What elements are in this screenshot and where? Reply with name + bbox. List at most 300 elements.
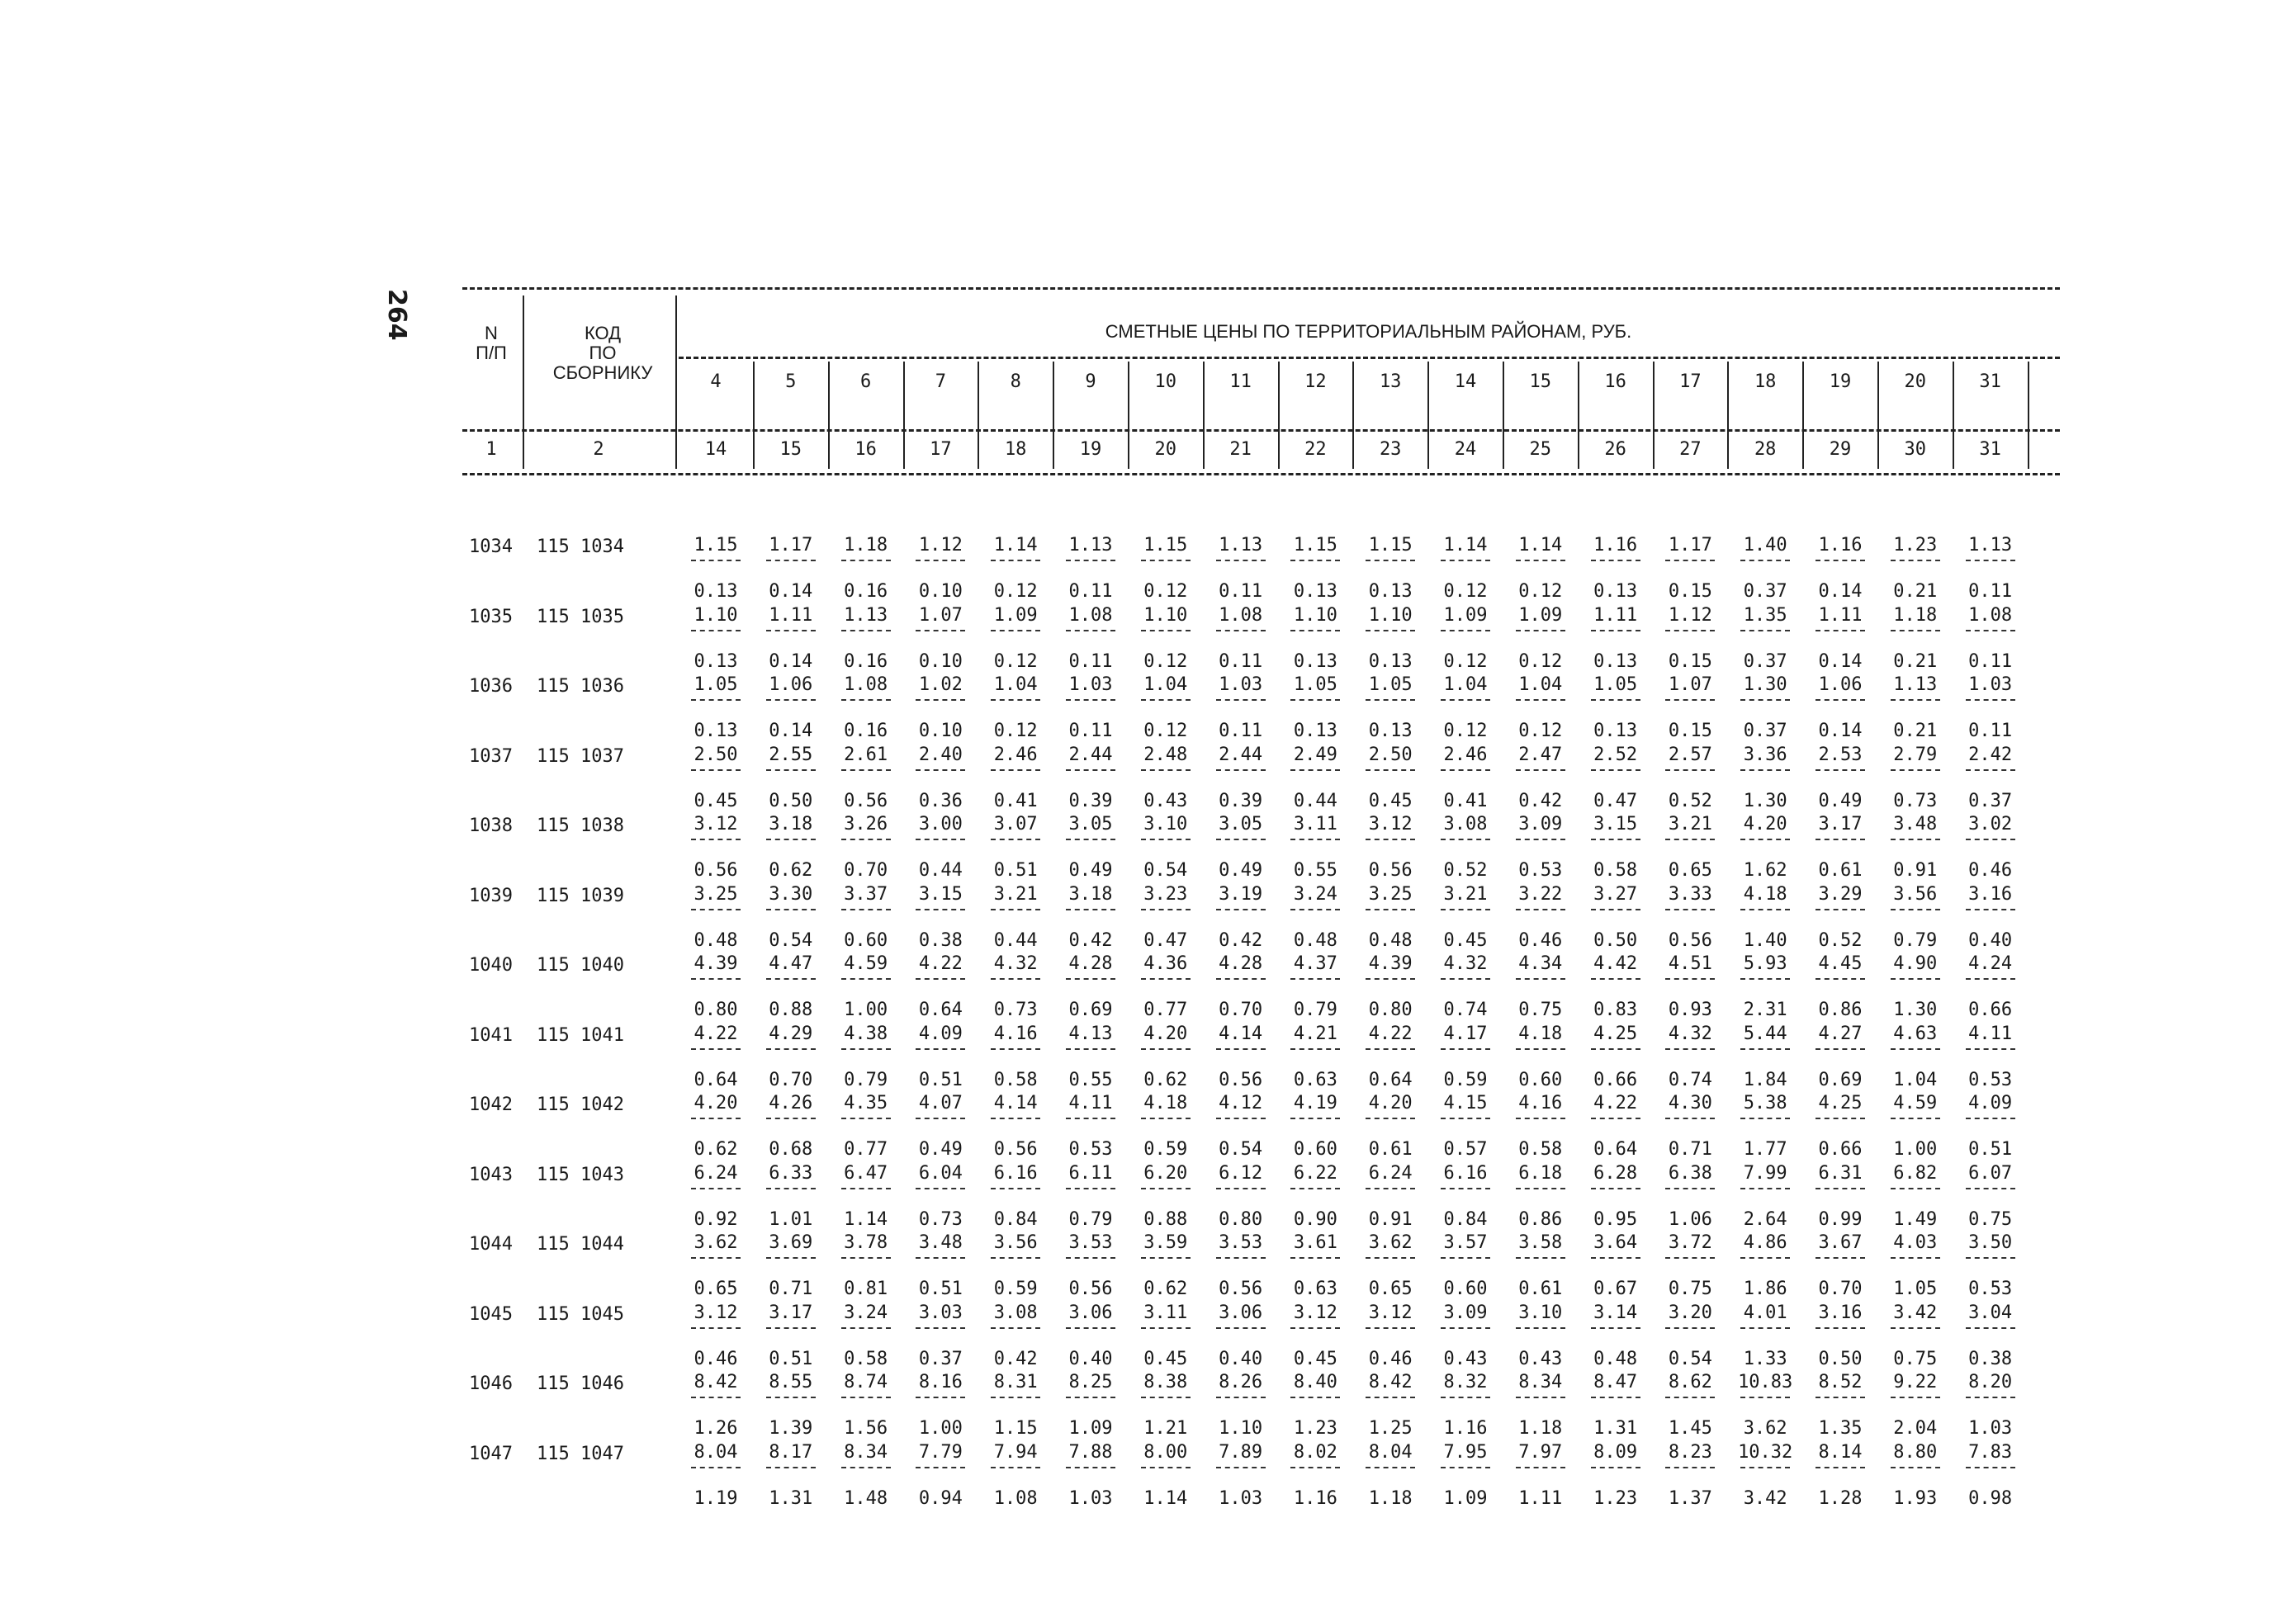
price-value: 6.31 — [1818, 1162, 1863, 1184]
price-value: 4.12 — [1219, 1093, 1263, 1113]
price-value-lower: 1.26 — [694, 1418, 738, 1439]
fraction-line — [1066, 630, 1115, 631]
price-value: 1.07 — [1668, 674, 1712, 695]
price-value-lower: 0.14 — [769, 721, 813, 741]
price-value: 3.12 — [694, 814, 738, 834]
fraction-line — [1066, 839, 1115, 840]
price-value-lower: 0.60 — [1443, 1279, 1488, 1299]
price-value: 3.12 — [1293, 1302, 1337, 1323]
price-value-lower: 0.79 — [1293, 1000, 1337, 1020]
fraction-line — [691, 1118, 741, 1119]
price-value-lower: 0.54 — [1668, 1348, 1712, 1369]
column-number: 16 — [854, 439, 877, 460]
fraction-line — [991, 630, 1040, 631]
price-value-lower: 0.46 — [694, 1348, 738, 1369]
price-value: 4.22 — [918, 953, 963, 974]
fraction-line — [1290, 769, 1340, 771]
fraction-line — [1066, 1397, 1115, 1398]
fraction-line — [766, 699, 816, 701]
fraction-line — [1966, 769, 2015, 771]
price-value: 4.26 — [769, 1093, 813, 1113]
price-value: 3.59 — [1143, 1232, 1188, 1253]
price-value-lower: 1.03 — [1219, 1487, 1263, 1509]
price-value: 1.15 — [1368, 535, 1413, 556]
price-value-lower: 1.86 — [1743, 1279, 1787, 1299]
price-value-lower: 1.00 — [1893, 1139, 1938, 1160]
fraction-line — [1066, 1467, 1115, 1468]
column-number: 24 — [1454, 439, 1477, 460]
price-value: 1.13 — [844, 604, 888, 626]
price-value: 4.38 — [844, 1023, 888, 1044]
price-value-lower: 0.50 — [1818, 1348, 1863, 1369]
district-number: 14 — [1454, 371, 1477, 392]
fraction-line — [916, 1327, 965, 1329]
price-value-lower: 1.09 — [1443, 1487, 1488, 1509]
fraction-line — [1066, 909, 1115, 910]
fraction-line — [1290, 1257, 1340, 1259]
column-number: 1 — [485, 439, 497, 460]
price-value-lower: 0.77 — [844, 1139, 888, 1160]
fraction-line — [1066, 699, 1115, 701]
price-value: 8.17 — [769, 1441, 813, 1463]
fraction-line — [1141, 560, 1191, 561]
fraction-line — [1216, 909, 1266, 910]
fraction-line — [1516, 839, 1565, 840]
price-value-lower: 0.51 — [769, 1348, 813, 1369]
fraction-line — [1141, 839, 1191, 840]
district-number: 12 — [1304, 371, 1327, 392]
price-value: 3.21 — [1443, 883, 1488, 905]
fraction-line — [1740, 630, 1790, 631]
fraction-line — [991, 1188, 1040, 1189]
fraction-line — [691, 1467, 741, 1468]
column-number: 27 — [1679, 439, 1702, 460]
fraction-line — [1516, 909, 1565, 910]
price-value-lower: 0.45 — [694, 790, 738, 811]
price-value-lower: 0.37 — [1743, 581, 1787, 602]
fraction-line — [916, 909, 965, 910]
column-number: 30 — [1904, 439, 1927, 460]
fraction-line — [1740, 1397, 1790, 1398]
fraction-line — [1216, 769, 1266, 771]
price-value: 1.17 — [769, 535, 813, 556]
price-value: 4.09 — [918, 1023, 963, 1044]
price-value: 6.33 — [769, 1162, 813, 1184]
price-value: 3.67 — [1818, 1232, 1863, 1253]
price-value: 4.36 — [1143, 953, 1188, 974]
fraction-line — [1740, 978, 1790, 980]
price-value-lower: 1.04 — [1893, 1069, 1938, 1090]
price-value-lower: 0.79 — [1893, 929, 1938, 951]
price-value-lower: 2.31 — [1743, 1000, 1787, 1020]
price-value-lower: 0.40 — [1219, 1348, 1263, 1369]
fraction-line — [916, 1118, 965, 1119]
price-value-lower: 0.11 — [1968, 581, 2013, 602]
fraction-line — [1366, 1327, 1415, 1329]
fraction-line — [916, 1257, 965, 1259]
price-value-lower: 0.42 — [1518, 790, 1563, 811]
fraction-line — [1141, 1048, 1191, 1050]
price-value: 2.44 — [1219, 744, 1263, 765]
price-value: 1.15 — [694, 535, 738, 556]
price-value-lower: 0.56 — [1668, 929, 1712, 951]
fraction-line — [1966, 978, 2015, 980]
price-value-lower: 0.64 — [1593, 1139, 1638, 1160]
price-value-lower: 0.71 — [769, 1279, 813, 1299]
price-value-lower: 0.38 — [1968, 1348, 2013, 1369]
row-number: 1034 — [469, 537, 513, 557]
price-value-lower: 0.44 — [918, 860, 963, 881]
fraction-line — [1966, 909, 2015, 910]
price-value: 3.23 — [1143, 883, 1188, 905]
fraction-line — [1216, 1327, 1266, 1329]
fraction-line — [916, 769, 965, 771]
fraction-line — [1966, 1188, 2015, 1189]
price-value-lower: 1.40 — [1743, 929, 1787, 951]
district-number: 6 — [859, 371, 872, 392]
price-value: 2.46 — [1443, 744, 1488, 765]
col-n-header: N П/П — [476, 323, 507, 363]
price-value-lower: 0.16 — [844, 721, 888, 741]
price-value: 4.45 — [1818, 953, 1863, 974]
price-value-lower: 0.49 — [1818, 790, 1863, 811]
price-value: 1.09 — [993, 604, 1038, 626]
price-value-lower: 0.42 — [993, 1348, 1038, 1369]
fraction-line — [1665, 1188, 1715, 1189]
fraction-line — [1665, 560, 1715, 561]
price-value-lower: 0.66 — [1593, 1069, 1638, 1090]
fraction-line — [916, 1048, 965, 1050]
price-value-lower: 0.44 — [993, 929, 1038, 951]
district-number: 11 — [1229, 371, 1252, 392]
fraction-line — [1740, 1257, 1790, 1259]
fraction-line — [691, 839, 741, 840]
price-value: 1.11 — [1818, 604, 1863, 626]
price-value: 1.14 — [1518, 535, 1563, 556]
row-code: 115 1043 — [537, 1164, 624, 1185]
price-value-lower: 1.84 — [1743, 1069, 1787, 1090]
price-value: 4.34 — [1518, 953, 1563, 974]
price-value-lower: 0.74 — [1443, 1000, 1488, 1020]
price-value: 7.97 — [1518, 1441, 1563, 1463]
row-number: 1041 — [469, 1024, 513, 1046]
price-value-lower: 0.44 — [1293, 790, 1337, 811]
price-value-lower: 1.14 — [1143, 1487, 1188, 1509]
price-value-lower: 1.23 — [1593, 1487, 1638, 1509]
fraction-line — [1516, 1048, 1565, 1050]
price-value: 4.32 — [993, 953, 1038, 974]
price-value-lower: 0.37 — [1968, 790, 2013, 811]
price-value-lower: 0.53 — [1968, 1279, 2013, 1299]
fraction-line — [1891, 560, 1940, 561]
price-value: 5.93 — [1743, 953, 1787, 974]
fraction-line — [1366, 560, 1415, 561]
row-number: 1040 — [469, 955, 513, 976]
price-value: 8.31 — [993, 1372, 1038, 1392]
price-value-lower: 0.80 — [694, 1000, 738, 1020]
price-value-lower: 0.56 — [1219, 1069, 1263, 1090]
fraction-line — [1591, 1048, 1640, 1050]
price-value-lower: 0.69 — [1818, 1069, 1863, 1090]
price-value-lower: 0.75 — [1518, 1000, 1563, 1020]
fraction-line — [1216, 1257, 1266, 1259]
price-value: 4.21 — [1293, 1023, 1337, 1044]
fraction-line — [1366, 978, 1415, 980]
price-value-lower: 0.59 — [993, 1279, 1038, 1299]
price-value-lower: 0.51 — [918, 1279, 963, 1299]
district-number: 9 — [1085, 371, 1096, 392]
fraction-line — [991, 1048, 1040, 1050]
district-number: 7 — [935, 371, 947, 392]
price-value-lower: 0.65 — [1368, 1279, 1413, 1299]
column-number: 17 — [930, 439, 952, 460]
price-value: 1.13 — [1219, 535, 1263, 556]
column-number: 25 — [1529, 439, 1552, 460]
price-value: 4.22 — [1368, 1023, 1413, 1044]
price-value-lower: 0.10 — [918, 581, 963, 602]
column-number: 28 — [1754, 439, 1777, 460]
price-value-lower: 1.16 — [1293, 1487, 1337, 1509]
price-value-lower: 0.59 — [1143, 1139, 1188, 1160]
price-value-lower: 0.37 — [1743, 721, 1787, 741]
row-number: 1044 — [469, 1234, 513, 1255]
price-value-lower: 3.62 — [1743, 1418, 1787, 1439]
price-value-lower: 0.41 — [1443, 790, 1488, 811]
price-value: 3.12 — [694, 1302, 738, 1323]
column-number: 2 — [593, 439, 604, 460]
row-code: 115 1044 — [537, 1234, 624, 1255]
row-code: 115 1038 — [537, 816, 624, 836]
fraction-line — [1966, 1327, 2015, 1329]
fraction-line — [1891, 1118, 1940, 1119]
price-value-lower: 0.11 — [1219, 650, 1263, 672]
price-value: 1.16 — [1818, 535, 1863, 556]
price-value: 4.30 — [1668, 1093, 1712, 1113]
fraction-line — [1516, 1188, 1565, 1189]
price-value-lower: 1.25 — [1368, 1418, 1413, 1439]
price-value: 1.05 — [1593, 674, 1638, 695]
fraction-line — [1141, 1188, 1191, 1189]
price-value: 6.22 — [1293, 1162, 1337, 1184]
price-value-lower: 0.49 — [1068, 860, 1113, 881]
price-value: 7.89 — [1219, 1441, 1263, 1463]
fraction-line — [1665, 769, 1715, 771]
fraction-line — [1216, 1467, 1266, 1468]
fraction-line — [1290, 699, 1340, 701]
price-value-lower: 0.15 — [1668, 721, 1712, 741]
price-value-lower: 1.11 — [1518, 1487, 1563, 1509]
price-table — [462, 287, 2060, 1558]
price-value-lower: 0.45 — [1443, 929, 1488, 951]
fraction-line — [1141, 1397, 1191, 1398]
col-code-header: КОД ПО СБОРНИКУ — [552, 323, 653, 383]
price-value: 7.99 — [1743, 1162, 1787, 1184]
price-value-lower: 0.84 — [1443, 1208, 1488, 1230]
price-value: 2.50 — [1368, 744, 1413, 765]
fraction-line — [1441, 630, 1490, 631]
fraction-line — [1290, 1467, 1340, 1468]
price-value: 8.23 — [1668, 1441, 1712, 1463]
price-value: 8.09 — [1593, 1441, 1638, 1463]
price-value: 4.25 — [1593, 1023, 1638, 1044]
fraction-line — [691, 630, 741, 631]
price-value-lower: 0.42 — [1068, 929, 1113, 951]
fraction-line — [1141, 909, 1191, 910]
fraction-line — [991, 1397, 1040, 1398]
fraction-line — [991, 978, 1040, 980]
price-value-lower: 1.39 — [769, 1418, 813, 1439]
price-value-lower: 0.16 — [844, 650, 888, 672]
price-value-lower: 1.31 — [769, 1487, 813, 1509]
column-number: 20 — [1154, 439, 1177, 460]
fraction-line — [1591, 1467, 1640, 1468]
price-value: 1.04 — [1143, 674, 1188, 695]
fraction-line — [1516, 1467, 1565, 1468]
district-number: 31 — [1979, 371, 2001, 392]
price-value-lower: 2.64 — [1743, 1208, 1787, 1230]
price-value-lower: 0.51 — [1968, 1139, 2013, 1160]
price-value: 7.83 — [1968, 1441, 2013, 1463]
price-value-lower: 0.61 — [1518, 1279, 1563, 1299]
price-value: 8.40 — [1293, 1372, 1337, 1392]
price-value: 6.04 — [918, 1162, 963, 1184]
fraction-line — [1740, 1467, 1790, 1468]
fraction-line — [1815, 1257, 1865, 1259]
fraction-line — [1141, 699, 1191, 701]
fraction-line — [1366, 839, 1415, 840]
price-value: 3.09 — [1518, 814, 1563, 834]
fraction-line — [691, 1397, 741, 1398]
row-code: 115 1040 — [537, 955, 624, 976]
fraction-line — [1966, 839, 2015, 840]
row-code: 115 1041 — [537, 1024, 624, 1046]
price-value-lower: 0.63 — [1293, 1279, 1337, 1299]
price-value: 8.04 — [694, 1441, 738, 1463]
fraction-line — [1441, 1048, 1490, 1050]
fraction-line — [766, 1397, 816, 1398]
price-value: 4.20 — [694, 1093, 738, 1113]
price-value: 4.39 — [1368, 953, 1413, 974]
price-value-lower: 1.09 — [1068, 1418, 1113, 1439]
price-value-lower: 0.11 — [1068, 650, 1113, 672]
fraction-line — [1066, 1257, 1115, 1259]
row-number: 1039 — [469, 885, 513, 906]
price-value: 6.16 — [993, 1162, 1038, 1184]
price-value-lower: 0.37 — [1743, 650, 1787, 672]
fraction-line — [1290, 1188, 1340, 1189]
price-value-lower: 0.21 — [1893, 721, 1938, 741]
price-value: 2.79 — [1893, 744, 1938, 765]
price-value: 7.79 — [918, 1441, 963, 1463]
fraction-line — [1665, 1327, 1715, 1329]
price-value-lower: 0.54 — [769, 929, 813, 951]
price-value-lower: 0.60 — [844, 929, 888, 951]
price-value: 1.14 — [993, 535, 1038, 556]
price-value: 9.22 — [1893, 1372, 1938, 1392]
price-value: 2.49 — [1293, 744, 1337, 765]
fraction-line — [1966, 1467, 2015, 1468]
fraction-line — [1441, 839, 1490, 840]
fraction-line — [1216, 1048, 1266, 1050]
fraction-line — [1066, 1327, 1115, 1329]
price-value: 4.11 — [1068, 1093, 1113, 1113]
district-number: 8 — [1010, 371, 1021, 392]
price-value-lower: 0.83 — [1593, 1000, 1638, 1020]
price-value: 8.32 — [1443, 1372, 1488, 1392]
price-value: 1.35 — [1743, 604, 1787, 626]
fraction-line — [1290, 909, 1340, 910]
fraction-line — [1516, 1327, 1565, 1329]
fraction-line — [1966, 630, 2015, 631]
price-value-lower: 0.39 — [1068, 790, 1113, 811]
price-value-lower: 0.95 — [1593, 1208, 1638, 1230]
fraction-line — [991, 699, 1040, 701]
price-value: 2.40 — [918, 744, 963, 765]
price-value: 3.07 — [993, 814, 1038, 834]
row-number: 1043 — [469, 1164, 513, 1185]
price-value-lower: 0.86 — [1518, 1208, 1563, 1230]
district-rule — [679, 357, 2060, 359]
fraction-line — [1966, 699, 2015, 701]
fraction-line — [1066, 1118, 1115, 1119]
fraction-line — [991, 1257, 1040, 1259]
price-value-lower: 0.58 — [1593, 860, 1638, 881]
price-value-lower: 1.35 — [1818, 1418, 1863, 1439]
fraction-line — [766, 1118, 816, 1119]
price-value: 3.22 — [1518, 883, 1563, 905]
price-value: 8.14 — [1818, 1441, 1863, 1463]
price-value-lower: 0.21 — [1893, 581, 1938, 602]
price-value: 3.06 — [1219, 1302, 1263, 1323]
price-value: 2.50 — [694, 744, 738, 765]
table-header-bottom-rule — [462, 473, 2060, 475]
price-value: 4.28 — [1068, 953, 1113, 974]
price-value-lower: 0.13 — [1368, 581, 1413, 602]
district-number: 20 — [1904, 371, 1927, 392]
price-value-lower: 0.13 — [1293, 650, 1337, 672]
row-code: 115 1046 — [537, 1373, 624, 1394]
price-value: 1.13 — [1968, 535, 2013, 556]
fraction-line — [766, 1188, 816, 1189]
price-value: 8.26 — [1219, 1372, 1263, 1392]
price-value-lower: 0.46 — [1968, 860, 2013, 881]
price-value: 4.19 — [1293, 1093, 1337, 1113]
price-value-lower: 0.98 — [1968, 1487, 2013, 1509]
price-value: 8.62 — [1668, 1372, 1712, 1392]
price-value-lower: 0.70 — [1818, 1279, 1863, 1299]
price-value-lower: 0.10 — [918, 650, 963, 672]
fraction-line — [1815, 978, 1865, 980]
price-value: 1.18 — [844, 535, 888, 556]
price-value: 1.02 — [918, 674, 963, 695]
price-value: 4.20 — [1143, 1023, 1188, 1044]
price-value: 4.14 — [1219, 1023, 1263, 1044]
price-value-lower: 0.70 — [1219, 1000, 1263, 1020]
price-value: 1.09 — [1518, 604, 1563, 626]
price-value: 3.78 — [844, 1232, 888, 1253]
row-code: 115 1037 — [537, 745, 624, 767]
price-value-lower: 0.92 — [694, 1208, 738, 1230]
price-value-lower: 0.12 — [1443, 650, 1488, 672]
price-value: 4.59 — [844, 953, 888, 974]
price-value: 3.72 — [1668, 1232, 1712, 1253]
fraction-line — [1891, 1467, 1940, 1468]
price-value-lower: 0.79 — [844, 1069, 888, 1090]
price-value: 4.47 — [769, 953, 813, 974]
price-value: 4.22 — [1593, 1093, 1638, 1113]
fraction-line — [1141, 1327, 1191, 1329]
price-value: 2.48 — [1143, 744, 1188, 765]
